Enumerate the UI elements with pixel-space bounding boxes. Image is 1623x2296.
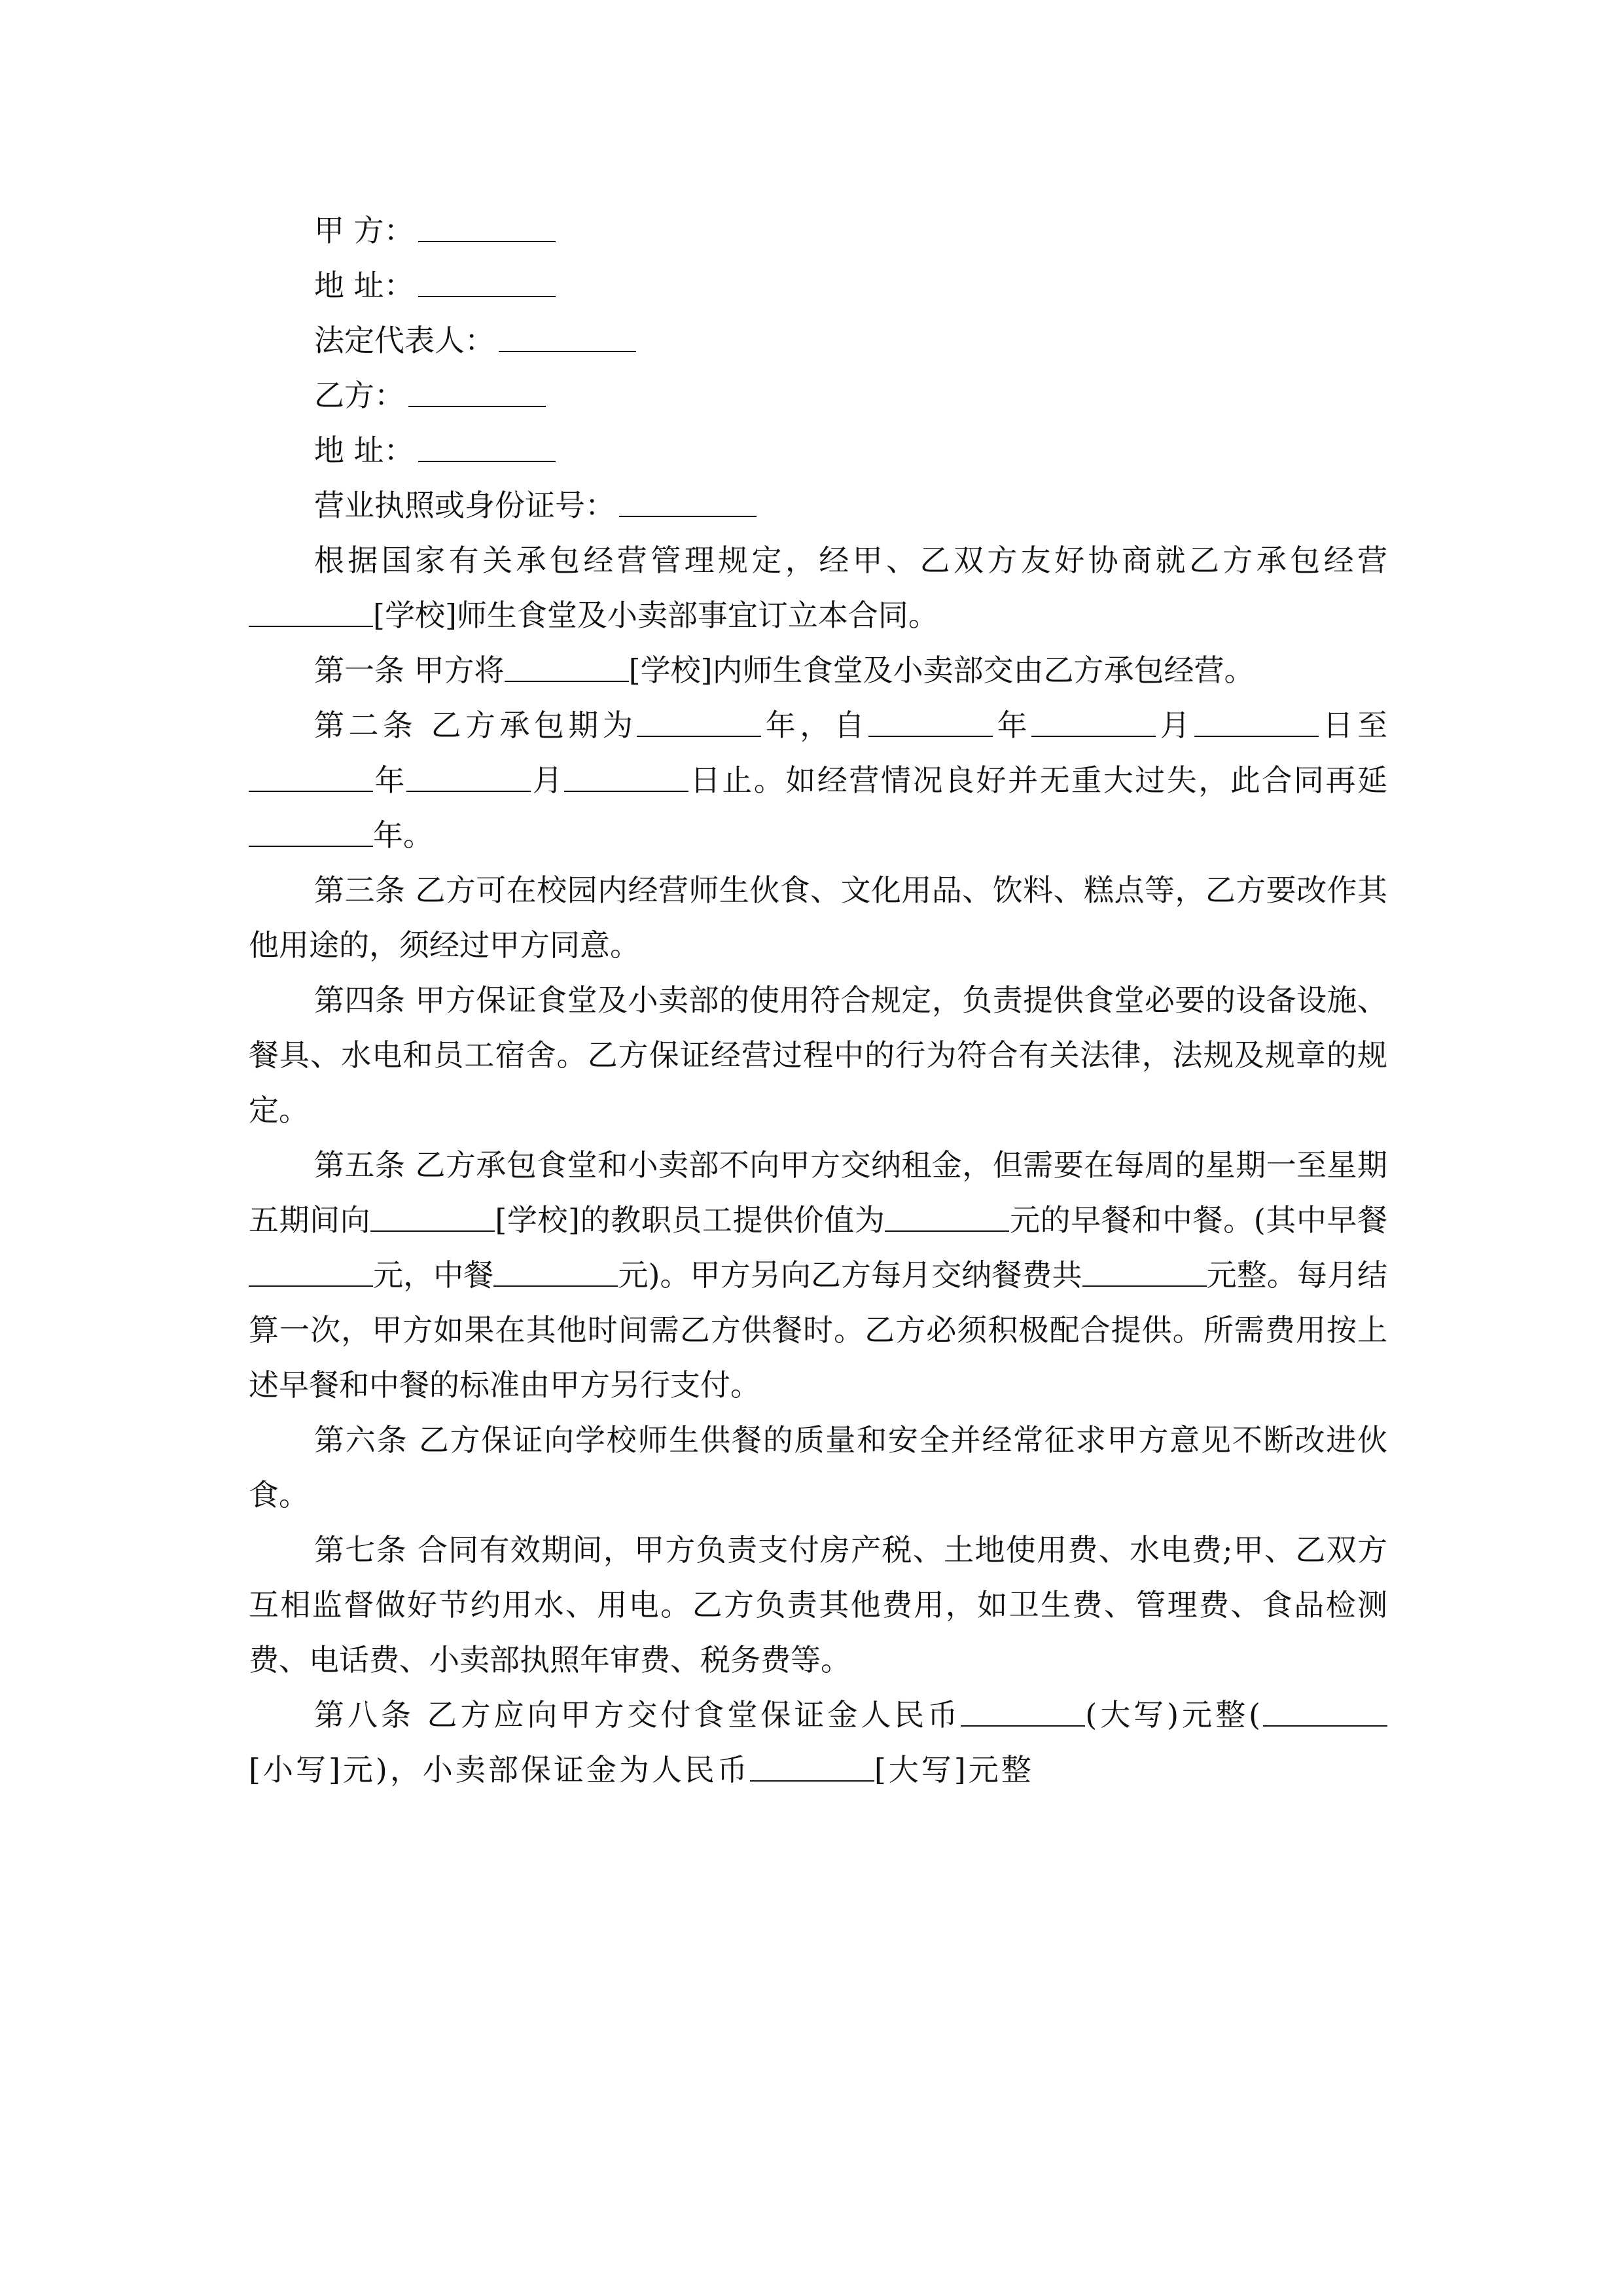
article-5-text-2: [学校]的教职员工提供价值为 [495,1202,885,1238]
article-1-school-blank[interactable] [505,657,629,682]
article-5-text-5: 元)。甲方另向乙方每月交纳餐费共 [618,1257,1082,1293]
party-a-blank[interactable] [418,217,556,242]
article-5-text-3: 元的早餐和中餐。(其中早餐 [1009,1202,1387,1238]
article-4: 第四条 甲方保证食堂及小卖部的使用符合规定，负责提供食堂必要的设备设施、餐具、水电和员工宿舍。乙方保证经营过程中的行为符合有关法律，法规及规章的规定。 [249,982,1387,1128]
article-8-text-1: 第八条 乙方应向甲方交付食堂保证金人民币 [314,1697,961,1732]
contract-page [249,203,1387,1797]
article-6: 第六条 乙方保证向学校师生供餐的质量和安全并经常征求甲方意见不断改进伙食。 [249,1422,1387,1513]
shop-deposit-upper-blank[interactable] [750,1757,874,1782]
meal-value-blank[interactable] [885,1207,1009,1232]
term-years-blank[interactable] [637,712,761,737]
article-2-text-5: 日至 [1319,708,1387,743]
address-b-field [249,423,1387,478]
party-b-field [249,368,1387,423]
legal-rep-blank[interactable] [499,327,636,352]
address-a-field [249,258,1387,313]
article-5-text-4: 元，中餐 [373,1257,494,1293]
canteen-deposit-upper-blank[interactable] [961,1702,1085,1727]
article-2-text-4: 月 [1156,708,1195,743]
monthly-fee-blank[interactable] [1082,1262,1207,1287]
end-day-blank[interactable] [564,767,688,792]
article-5-text-6: 元整。每月结算一次，甲方如果在其他时间需乙方供餐时。乙方必须积极配合提供。所需费用按上述早餐和中餐的标准由甲方另行支付。 [249,1257,1388,1403]
address-b-blank[interactable] [418,437,556,462]
end-month-blank[interactable] [406,767,531,792]
article-1 [249,643,1387,698]
article-2-text-6: 年 [373,762,407,798]
address-a-label: 地 址： [314,268,414,303]
extension-years-blank[interactable] [249,822,373,847]
article-5-text-1: 第五条 乙方承包食堂和小卖部不向甲方交纳租金，但需要在每周的星期一至星期五期间向 [249,1147,1387,1238]
end-year-blank[interactable] [249,767,373,792]
article-2-text-7: 月 [531,762,565,798]
address-a-blank[interactable] [418,272,556,297]
article-2 [249,698,1387,863]
party-b-blank[interactable] [408,382,546,407]
party-b-label: 乙方： [314,378,404,413]
license-label: 营业执照或身份证号： [314,488,615,523]
article-3: 第三条 乙方可在校园内经营师生伙食、文化用品、饮料、糕点等，乙方要改作其他用途的，须经过甲方同意。 [249,872,1387,963]
article-2-text-1: 第二条 乙方承包期为 [314,708,637,743]
article-8-text-3: [小写]元)，小卖部保证金为人民币 [249,1752,750,1787]
party-a-field [249,203,1387,258]
start-year-blank[interactable] [868,712,993,737]
start-day-blank[interactable] [1194,712,1319,737]
article-5-school-blank[interactable] [370,1207,495,1232]
license-blank[interactable] [619,492,757,517]
article-5 [249,1138,1387,1412]
intro-text-2: [学校]师生食堂及小卖部事宜订立本合同。 [373,598,938,633]
article-2-text-3: 年 [993,708,1032,743]
legal-rep-field [249,313,1387,368]
article-1-text-2: [学校]内师生食堂及小卖部交由乙方承包经营。 [628,653,1255,688]
intro-text-1: 根据国家有关承包经营管理规定，经甲、乙双方友好协商就乙方承包经营 [314,543,1387,578]
breakfast-price-blank[interactable] [249,1262,373,1287]
article-1-text-1: 第一条 甲方将 [314,653,505,688]
start-month-blank[interactable] [1031,712,1156,737]
article-2-text-9: 年。 [373,817,433,853]
article-2-text-8: 日止。如经营情况良好并无重大过失，此合同再延 [688,762,1388,798]
license-field [249,478,1387,533]
legal-rep-label: 法定代表人： [314,323,495,358]
article-8 [249,1687,1387,1797]
article-7: 第七条 合同有效期间，甲方负责支付房产税、土地使用费、水电费;甲、乙双方互相监督做好节约用水、用电。乙方负责其他费用，如卫生费、管理费、食品检测费、电话费、小卖部执照年审费、税务费等。 [249,1532,1387,1677]
canteen-deposit-lower-blank[interactable] [1263,1702,1387,1727]
party-a-label: 甲 方： [314,213,414,248]
article-8-text-4: [大写]元整 [874,1752,1034,1787]
intro-paragraph [249,533,1387,643]
address-b-label: 地 址： [314,433,414,468]
lunch-price-blank[interactable] [493,1262,618,1287]
intro-school-blank[interactable] [249,602,373,627]
article-8-text-2: (大写)元整( [1085,1697,1263,1732]
article-2-text-2: 年，自 [761,708,869,743]
